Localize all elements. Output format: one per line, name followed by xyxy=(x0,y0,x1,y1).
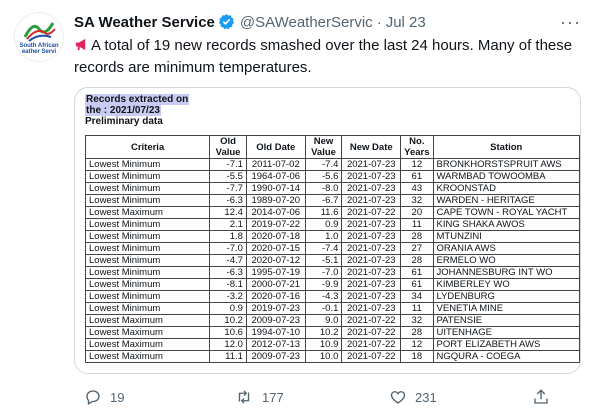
retweet-button[interactable] xyxy=(234,388,284,406)
tweet-header xyxy=(74,13,426,34)
cell-new-value: -7.4 xyxy=(305,159,342,171)
separator: · xyxy=(376,14,382,31)
cell-station: BRONKHORSTSPRUIT AWS xyxy=(433,159,579,171)
cell-criteria: Lowest Minimum xyxy=(86,291,210,303)
table-row xyxy=(86,219,580,231)
tweet-body: A total of 19 new records smashed over the last 24 hours. Many of these records are minimum temperatures. xyxy=(74,37,573,76)
cell-old-date: 2009-07-23 xyxy=(246,315,305,327)
cell-old-value: 0.9 xyxy=(210,303,247,315)
cell-criteria: Lowest Maximum xyxy=(86,207,210,219)
cell-old-date: 2011-07-02 xyxy=(246,159,305,171)
cell-new-date: 2021-07-23 xyxy=(342,303,401,315)
cell-old-date: 1994-07-10 xyxy=(246,327,305,339)
cell-criteria: Lowest Minimum xyxy=(86,171,210,183)
meta-extracted: Records extracted on xyxy=(86,94,189,105)
cell-old-value: 10.6 xyxy=(210,327,247,339)
cell-station: CAPE TOWN - ROYAL YACHT xyxy=(433,207,579,219)
cell-new-date: 2021-07-23 xyxy=(342,183,401,195)
table-row xyxy=(86,159,580,171)
table-header-row xyxy=(86,136,580,159)
col-new-date: New Date xyxy=(342,136,401,159)
records-table-body xyxy=(86,159,580,363)
cell-station: JOHANNESBURG INT WO xyxy=(433,267,579,279)
share-icon xyxy=(532,388,550,406)
cell-new-value: -5.1 xyxy=(305,255,342,267)
heart-icon xyxy=(389,388,407,406)
meta-date: the : 2021/07/23 xyxy=(86,105,160,116)
records-meta xyxy=(85,94,189,127)
tweet-text xyxy=(74,36,579,78)
tweet-actions xyxy=(84,388,544,408)
avatar-label xyxy=(15,43,63,55)
table-row xyxy=(86,255,580,267)
cell-station: MTUNZINI xyxy=(433,231,579,243)
col-new-value: New Value xyxy=(305,136,342,159)
cell-old-date: 2020-07-16 xyxy=(246,291,305,303)
cell-new-value: 10.0 xyxy=(305,351,342,363)
cell-criteria: Lowest Minimum xyxy=(86,195,210,207)
cell-old-date: 2000-07-21 xyxy=(246,279,305,291)
table-row xyxy=(86,303,580,315)
avatar-label-line: South African xyxy=(19,43,59,49)
cell-new-value: 0.9 xyxy=(305,219,342,231)
verified-badge-icon xyxy=(218,13,235,34)
tweet-date[interactable]: Jul 23 xyxy=(385,14,426,31)
col-old-date: Old Date xyxy=(246,136,305,159)
cell-years: 27 xyxy=(401,243,433,255)
cell-old-date: 2020-07-15 xyxy=(246,243,305,255)
cell-years: 11 xyxy=(401,219,433,231)
cell-years: 28 xyxy=(401,255,433,267)
cell-old-value: -7.0 xyxy=(210,243,247,255)
cell-years: 20 xyxy=(401,207,433,219)
cell-new-value: -4.3 xyxy=(305,291,342,303)
cell-years: 61 xyxy=(401,279,433,291)
sa-weather-logo-icon xyxy=(15,15,63,45)
cell-station: VENETIA MINE xyxy=(433,303,579,315)
author-name[interactable]: SA Weather Service xyxy=(74,14,215,31)
cell-old-date: 2020-07-18 xyxy=(246,231,305,243)
megaphone-icon xyxy=(74,37,89,58)
cell-old-value: -7.1 xyxy=(210,159,247,171)
cell-years: 32 xyxy=(401,195,433,207)
table-row xyxy=(86,351,580,363)
cell-new-value: 9.0 xyxy=(305,315,342,327)
table-row xyxy=(86,243,580,255)
table-row xyxy=(86,279,580,291)
avatar-label-line: eather Servi xyxy=(21,49,57,55)
cell-old-value: -4.7 xyxy=(210,255,247,267)
cell-station: ORANIA AWS xyxy=(433,243,579,255)
cell-old-date: 2014-07-06 xyxy=(246,207,305,219)
cell-new-date: 2021-07-23 xyxy=(342,255,401,267)
cell-old-value: -6.3 xyxy=(210,267,247,279)
cell-new-value: 10.9 xyxy=(305,339,342,351)
cell-new-date: 2021-07-22 xyxy=(342,315,401,327)
retweet-icon xyxy=(234,388,254,406)
cell-new-value: -5.6 xyxy=(305,171,342,183)
cell-criteria: Lowest Minimum xyxy=(86,279,210,291)
table-row xyxy=(86,231,580,243)
cell-station: KROONSTAD xyxy=(433,183,579,195)
cell-criteria: Lowest Minimum xyxy=(86,219,210,231)
cell-new-date: 2021-07-22 xyxy=(342,207,401,219)
cell-old-date: 1964-07-06 xyxy=(246,171,305,183)
cell-new-value: 11.6 xyxy=(305,207,342,219)
cell-old-date: 2020-07-12 xyxy=(246,255,305,267)
cell-criteria: Lowest Maximum xyxy=(86,339,210,351)
reply-icon xyxy=(84,388,102,406)
table-row xyxy=(86,327,580,339)
cell-old-date: 1990-07-14 xyxy=(246,183,305,195)
cell-station: PATENSIE xyxy=(433,315,579,327)
cell-station: UITENHAGE xyxy=(433,327,579,339)
cell-old-value: -8.1 xyxy=(210,279,247,291)
cell-years: 12 xyxy=(401,159,433,171)
table-row xyxy=(86,195,580,207)
avatar[interactable] xyxy=(14,12,64,62)
cell-new-date: 2021-07-22 xyxy=(342,339,401,351)
table-row xyxy=(86,315,580,327)
cell-old-value: 12.0 xyxy=(210,339,247,351)
cell-criteria: Lowest Maximum xyxy=(86,351,210,363)
cell-station: LYDENBURG xyxy=(433,291,579,303)
cell-new-value: -6.7 xyxy=(305,195,342,207)
cell-old-date: 1995-07-19 xyxy=(246,267,305,279)
cell-old-value: 11.1 xyxy=(210,351,247,363)
cell-criteria: Lowest Minimum xyxy=(86,183,210,195)
cell-criteria: Lowest Minimum xyxy=(86,267,210,279)
cell-new-date: 2021-07-23 xyxy=(342,219,401,231)
cell-old-date: 2009-07-23 xyxy=(246,351,305,363)
cell-criteria: Lowest Minimum xyxy=(86,159,210,171)
cell-criteria: Lowest Maximum xyxy=(86,315,210,327)
cell-old-value: -3.2 xyxy=(210,291,247,303)
cell-years: 61 xyxy=(401,267,433,279)
cell-old-date: 2019-07-23 xyxy=(246,303,305,315)
cell-new-date: 2021-07-22 xyxy=(342,351,401,363)
records-image[interactable] xyxy=(74,87,581,374)
table-row xyxy=(86,291,580,303)
cell-station: WARMBAD TOWOOMBA xyxy=(433,171,579,183)
cell-station: KING SHAKA AWOS xyxy=(433,219,579,231)
col-old-value: Old Value xyxy=(210,136,247,159)
more-options-icon[interactable]: ··· xyxy=(560,12,581,32)
cell-new-value: -0.1 xyxy=(305,303,342,315)
records-table xyxy=(85,135,580,363)
cell-years: 43 xyxy=(401,183,433,195)
cell-years: 18 xyxy=(401,351,433,363)
col-years: No. Years xyxy=(401,136,433,159)
like-button[interactable] xyxy=(389,388,437,406)
meta-preliminary: Preliminary data xyxy=(85,116,163,127)
cell-station: ERMELO WO xyxy=(433,255,579,267)
cell-criteria: Lowest Minimum xyxy=(86,243,210,255)
cell-new-value: -7.4 xyxy=(305,243,342,255)
cell-new-date: 2021-07-23 xyxy=(342,195,401,207)
cell-new-date: 2021-07-23 xyxy=(342,291,401,303)
cell-old-value: 10.2 xyxy=(210,315,247,327)
table-row xyxy=(86,183,580,195)
cell-station: NGQURA - COEGA xyxy=(433,351,579,363)
cell-old-value: -5.5 xyxy=(210,171,247,183)
reply-button[interactable] xyxy=(84,388,124,406)
table-row xyxy=(86,171,580,183)
cell-years: 11 xyxy=(401,303,433,315)
cell-criteria: Lowest Maximum xyxy=(86,327,210,339)
cell-new-date: 2021-07-23 xyxy=(342,267,401,279)
cell-years: 12 xyxy=(401,339,433,351)
cell-years: 32 xyxy=(401,315,433,327)
table-row xyxy=(86,267,580,279)
cell-new-date: 2021-07-22 xyxy=(342,327,401,339)
table-row xyxy=(86,207,580,219)
table-row xyxy=(86,339,580,351)
cell-old-date: 1989-07-20 xyxy=(246,195,305,207)
cell-new-date: 2021-07-23 xyxy=(342,159,401,171)
author-handle[interactable]: @SAWeatherServic xyxy=(239,14,373,31)
cell-new-value: -9.9 xyxy=(305,279,342,291)
cell-old-value: 12.4 xyxy=(210,207,247,219)
cell-station: KIMBERLEY WO xyxy=(433,279,579,291)
like-count: 231 xyxy=(415,389,437,405)
cell-new-value: -7.0 xyxy=(305,267,342,279)
cell-station: PORT ELIZABETH AWS xyxy=(433,339,579,351)
cell-new-value: -8.0 xyxy=(305,183,342,195)
cell-new-value: 1.0 xyxy=(305,231,342,243)
retweet-count: 177 xyxy=(262,389,284,405)
reply-count: 19 xyxy=(110,389,125,405)
cell-years: 34 xyxy=(401,291,433,303)
cell-years: 28 xyxy=(401,231,433,243)
col-criteria: Criteria xyxy=(86,136,210,159)
cell-criteria: Lowest Minimum xyxy=(86,231,210,243)
cell-old-date: 2019-07-22 xyxy=(246,219,305,231)
cell-old-value: 1.8 xyxy=(210,231,247,243)
cell-years: 28 xyxy=(401,327,433,339)
cell-old-value: -6.3 xyxy=(210,195,247,207)
col-station: Station xyxy=(433,136,579,159)
cell-new-date: 2021-07-23 xyxy=(342,279,401,291)
cell-new-date: 2021-07-23 xyxy=(342,243,401,255)
cell-station: WARDEN - HERITAGE xyxy=(433,195,579,207)
cell-new-value: 10.2 xyxy=(305,327,342,339)
cell-new-date: 2021-07-23 xyxy=(342,231,401,243)
cell-old-value: -7.7 xyxy=(210,183,247,195)
cell-new-date: 2021-07-23 xyxy=(342,171,401,183)
cell-criteria: Lowest Minimum xyxy=(86,303,210,315)
cell-years: 61 xyxy=(401,171,433,183)
cell-criteria: Lowest Minimum xyxy=(86,255,210,267)
share-button[interactable] xyxy=(532,388,550,406)
cell-old-date: 2012-07-13 xyxy=(246,339,305,351)
cell-old-value: 2.1 xyxy=(210,219,247,231)
